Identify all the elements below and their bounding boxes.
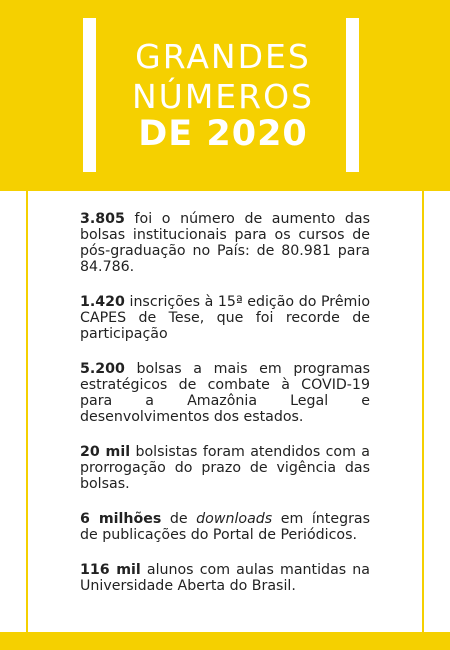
stat-number: 116 mil xyxy=(80,562,141,578)
header-banner xyxy=(0,0,450,191)
title-line-1: GRANDES xyxy=(135,37,311,76)
stat-text: inscrições à 15ª edição do Prêmio CAPES de Tese, que foi recorde de participação xyxy=(80,294,370,342)
stat-item-covid-scholarships xyxy=(80,361,370,425)
stat-number: 1.420 xyxy=(80,294,125,310)
stat-emphasis: downloads xyxy=(196,511,273,527)
stats-list xyxy=(80,211,370,613)
right-border-line xyxy=(422,191,424,632)
left-bracket-decoration xyxy=(83,18,96,172)
stat-text: alunos com aulas mantidas na Universidade Aberta do Brasil. xyxy=(80,562,370,594)
title-line-2: NÚMEROS xyxy=(131,77,314,116)
stat-number: 3.805 xyxy=(80,211,125,227)
stat-item-students xyxy=(80,562,370,594)
stat-number: 5.200 xyxy=(80,361,125,377)
stat-text-after: em íntegras de publicações do Portal de Periódicos. xyxy=(80,511,370,543)
title-line-3: DE 2020 xyxy=(138,114,308,154)
right-bracket-decoration xyxy=(346,18,359,172)
left-border-line xyxy=(26,191,28,632)
footer-bar xyxy=(0,632,450,650)
stat-item-scholarships xyxy=(80,211,370,275)
stat-number: 20 mil xyxy=(80,444,131,460)
stat-number: 6 milhões xyxy=(80,511,162,527)
stat-text: foi o número de aumento das bolsas institucionais para os cursos de pós-graduação no País: de 80.981 para 84.786. xyxy=(80,211,370,275)
stat-item-prize-registrations xyxy=(80,294,370,342)
stat-text-before: de xyxy=(161,511,197,527)
stat-item-scholarship-holders xyxy=(80,444,370,492)
stat-item-downloads xyxy=(80,511,370,543)
stat-text: bolsas a mais em programas estratégicos de combate à COVID-19 para a Amazônia Legal e desenvolvimentos dos estados. xyxy=(80,361,370,425)
stat-text: bolsistas foram atendidos com a prorrogação do prazo de vigência das bolsas. xyxy=(80,444,370,492)
